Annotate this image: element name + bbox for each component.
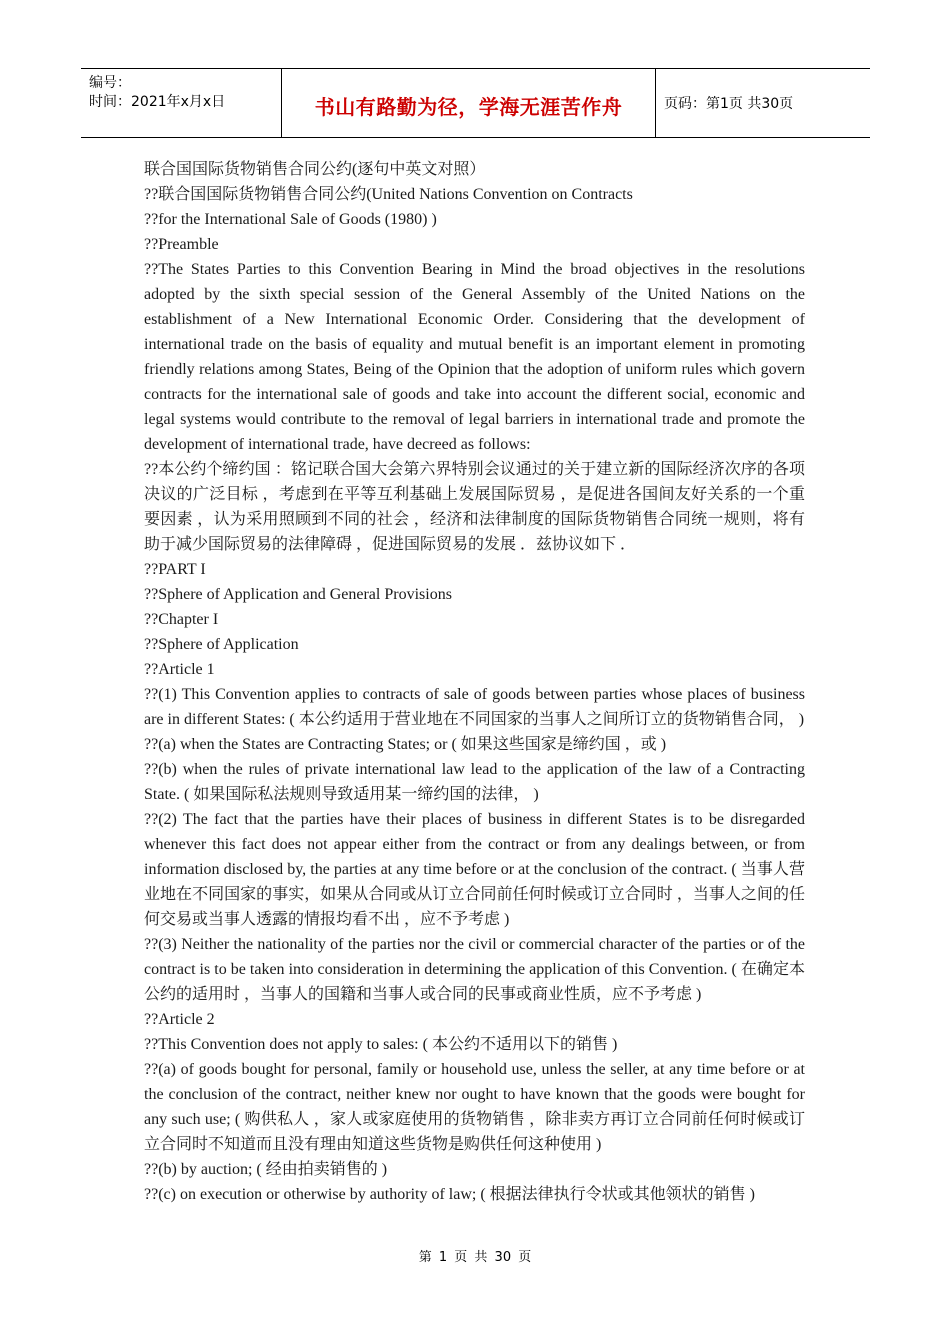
convention-title-line-2: ??for the International Sale of Goods (1980) )	[144, 211, 437, 228]
header-left-cell	[81, 69, 281, 137]
article-1-clause-1b: ??(b) when the rules of private international law lead to the application of the law of a Contracting State. ( 如果国际私法规则导致适用某一缔约国的法律， )	[144, 761, 805, 803]
article-1-clause-1a: ??(a) when the States are Contracting States; or ( 如果这些国家是缔约国 ，或 )	[144, 736, 667, 753]
preamble-heading: ??Preamble	[144, 236, 219, 253]
chapter-title: ??Sphere of Application	[144, 636, 299, 653]
article-1-clause-3: ??(3) Neither the nationality of the parties nor the civil or commercial character of the parties or of the contract is to be taken into consideration in determining the application of this Convention. ( 在确定本公约的适用时 ，当事人的国籍和当事人或合同的民事或商业性质，应不予考虑 )	[144, 936, 805, 1003]
part-title: ??Sphere of Application and General Provisions	[144, 586, 452, 603]
page-header	[81, 68, 870, 138]
article-1-clause-2: ??(2) The fact that the parties have their places of business in different States is to be disregarded whenever this fact does not appear either from the contract or from any dealings between, or from information disclosed by, the parties at any time before or at the conclusion of the contract. ( 当事人营业地在不同国家的事实，如果从合同或从订立合同前任何时候或订立合同时 ，当事人之间的任何交易或当事人透露的情报均看不出 ，应不予考虑 )	[144, 811, 805, 928]
header-right-cell	[654, 69, 870, 137]
document-body	[144, 157, 805, 1207]
header-motto: 书山有路勤为径，学海无涯苦作舟	[314, 95, 623, 119]
document-title: 联合国国际货物销售合同公约(逐句中英文对照）	[144, 161, 486, 178]
header-page-info: 页码：第1页 共30页	[664, 96, 794, 112]
chapter-heading: ??Chapter I	[144, 611, 219, 628]
article-2-clause-c: ??(c) on execution or otherwise by authority of law; ( 根据法律执行令状或其他领状的销售 )	[144, 1186, 755, 1203]
article-2-intro: ??This Convention does not apply to sales: ( 本公约不适用以下的销售 )	[144, 1036, 618, 1053]
article-2-heading: ??Article 2	[144, 1011, 215, 1028]
convention-title-line-1: ??联合国国际货物销售合同公约(United Nations Convention on Contracts	[144, 186, 633, 203]
article-1-heading: ??Article 1	[144, 661, 215, 678]
document-date: 时间：2021年x月x日	[89, 94, 226, 110]
document-number-label: 编号：	[89, 75, 131, 91]
header-motto-cell	[281, 69, 656, 137]
article-2-clause-a: ??(a) of goods bought for personal, family or household use, unless the seller, at any time before or at the conclusion of the contract, neither knew nor ought to have known that the goods were bought for any such use; ( 购供私人 ，家人或家庭使用的货物销售 ，除非卖方再订立合同前任何时候或订立合同时不知道而且没有理由知道这些货物是购供任何这种使用 )	[144, 1061, 805, 1153]
preamble-text-zh: ??本公约个缔约国 ：铭记联合国大会第六界特别会议通过的关于建立新的国际经济次序的各项决议的广泛目标 ，考虑到在平等互利基础上发展国际贸易 ，是促进各国间友好关系的一个重要因素 ，认为采用照顾到不同的社会 ，经济和法律制度的国际货物销售合同统一规则，将有助于减少国际贸易的法律障碍 ，促进国际贸易的发展 ．兹协议如下 ．	[144, 461, 805, 553]
preamble-text-en: ??The States Parties to this Convention Bearing in Mind the broad objectives in the resolutions adopted by the sixth special session of the General Assembly of the United Nations on the establishment of a New International Economic Order. Considering that the development of international trade on the basis of equality and mutual benefit is an important element in promoting friendly relations among States, Being of the Opinion that the adoption of uniform rules which govern contracts for the international sale of goods and take into account the different social, economic and legal systems would contribute to the removal of legal barriers in international trade and promote the development of international trade, have decreed as follows:	[144, 261, 805, 453]
page-footer: 第 1 页 共 30 页	[418, 1250, 532, 1265]
article-2-clause-b: ??(b) by auction; ( 经由拍卖销售的 )	[144, 1161, 388, 1178]
article-1-clause-1: ??(1) This Convention applies to contracts of sale of goods between parties whose places of business are in different States: ( 本公约适用于营业地在不同国家的当事人之间所订立的货物销售合同， )	[144, 686, 805, 728]
part-heading: ??PART I	[144, 561, 206, 578]
